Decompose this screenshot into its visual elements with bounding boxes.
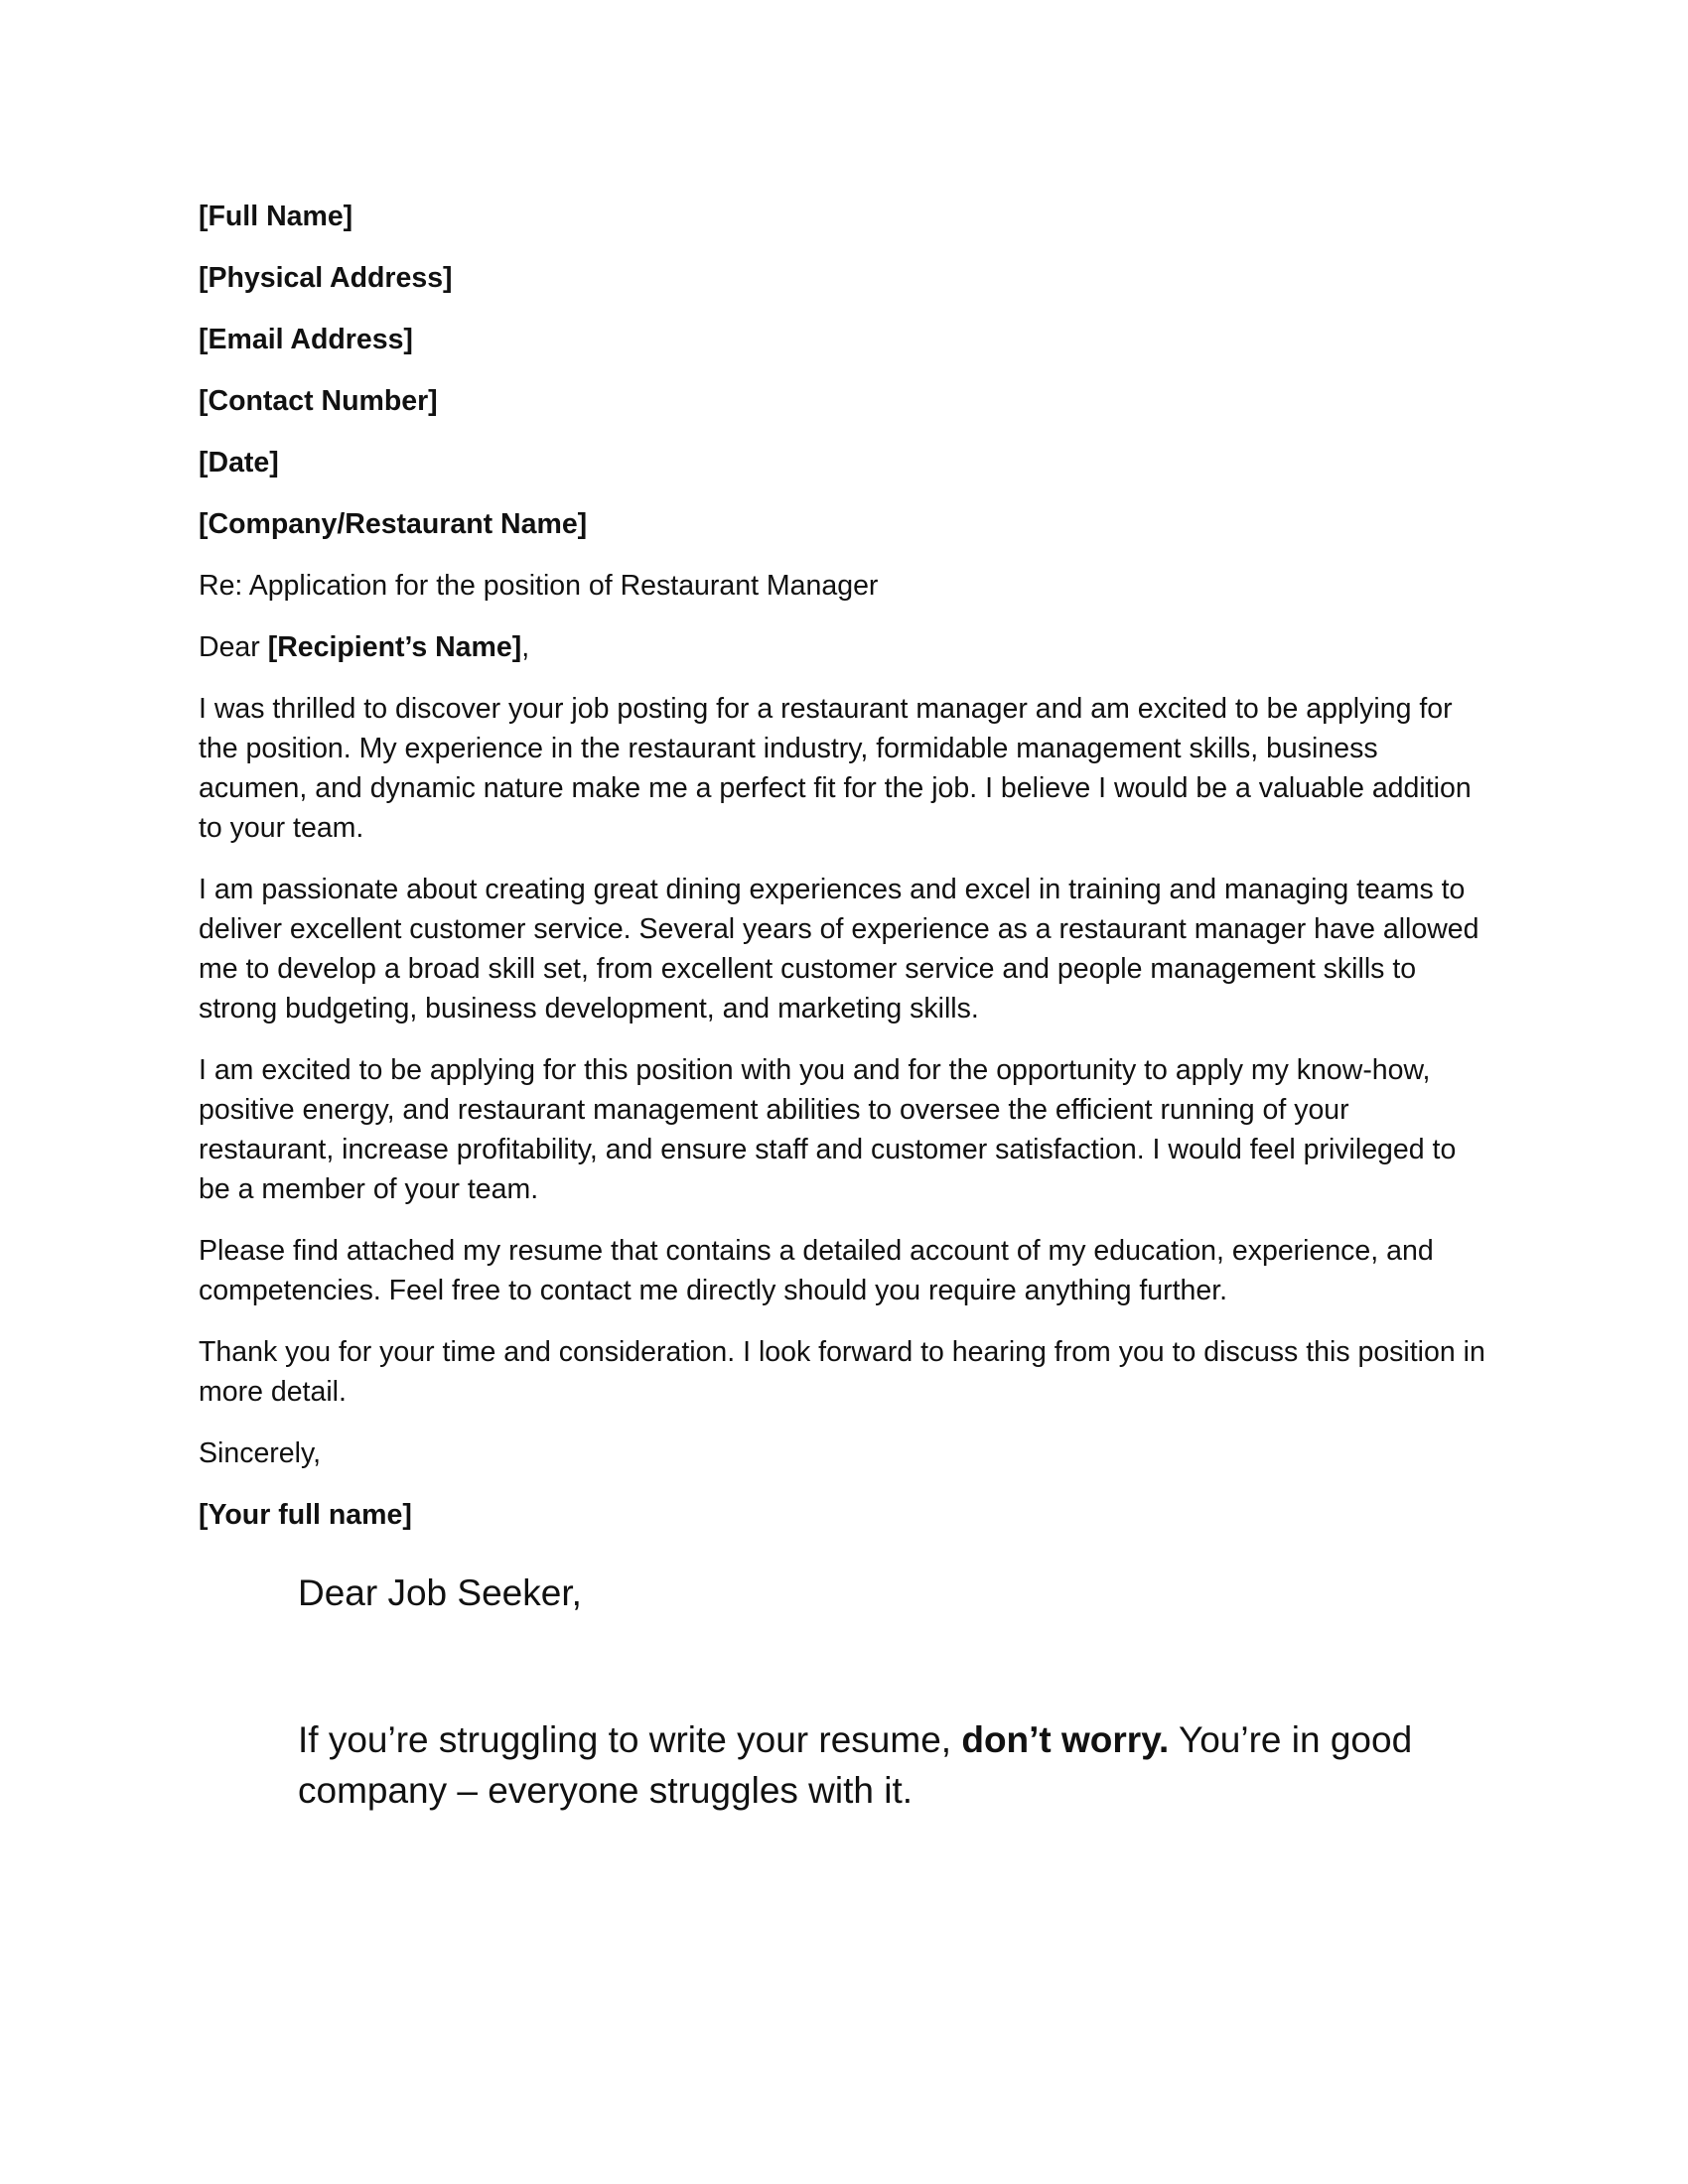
body-paragraph-3: I am excited to be applying for this position with you and for the opportunity to apply my know-how, positive energy, and restaurant management abilities to oversee the efficient running of your restaurant, increase profitability, and ensure staff and customer satisfaction. I would feel privileged to be a member of your team. (199, 1054, 1457, 1205)
job-seeker-note (298, 1569, 1440, 1816)
note-body-end: You’re in good company – everyone struggles with it. (298, 1719, 1413, 1811)
contact-number-placeholder: [Contact Number] (199, 385, 438, 417)
date-placeholder: [Date] (199, 447, 279, 478)
full-name-placeholder: [Full Name] (199, 201, 353, 232)
physical-address-placeholder: [Physical Address] (199, 262, 453, 294)
closing: Sincerely, (199, 1437, 322, 1469)
body-paragraph-5: Thank you for your time and consideration. I look forward to hearing from you to discuss this position in more detail. (199, 1336, 1485, 1408)
company-name-placeholder: [Company/Restaurant Name] (199, 508, 588, 540)
recipient-name-placeholder: [Recipient’s Name] (267, 631, 522, 663)
note-body (298, 1714, 1440, 1816)
salutation (199, 627, 1489, 667)
cover-letter (199, 197, 1489, 1557)
note-body-bold: don’t worry. (961, 1719, 1170, 1760)
subject-line: Re: Application for the position of Restaurant Manager (199, 570, 879, 602)
body-paragraph-2: I am passionate about creating great dining experiences and excel in training and managing teams to deliver excellent customer service. Several years of experience as a restaurant manager have allowed me to develop a broad skill set, from excellent customer service and people management skills to strong budgeting, business development, and marketing skills. (199, 874, 1479, 1024)
signature-placeholder: [Your full name] (199, 1499, 412, 1531)
body-paragraph-1: I was thrilled to discover your job posting for a restaurant manager and am excited to be applying for the position. My experience in the restaurant industry, formidable management skills, business acumen, and dynamic nature make me a perfect fit for the job. I believe I would be a valuable addition to your team. (199, 693, 1472, 844)
salutation-suffix: , (521, 631, 530, 663)
note-body-start: If you’re struggling to write your resume, (298, 1719, 962, 1760)
email-address-placeholder: [Email Address] (199, 324, 413, 355)
salutation-prefix: Dear (199, 631, 268, 663)
body-paragraph-4: Please find attached my resume that contains a detailed account of my education, experience, and competencies. Feel free to contact me directly should you require anything further. (199, 1235, 1434, 1306)
note-greeting: Dear Job Seeker, (298, 1572, 582, 1613)
